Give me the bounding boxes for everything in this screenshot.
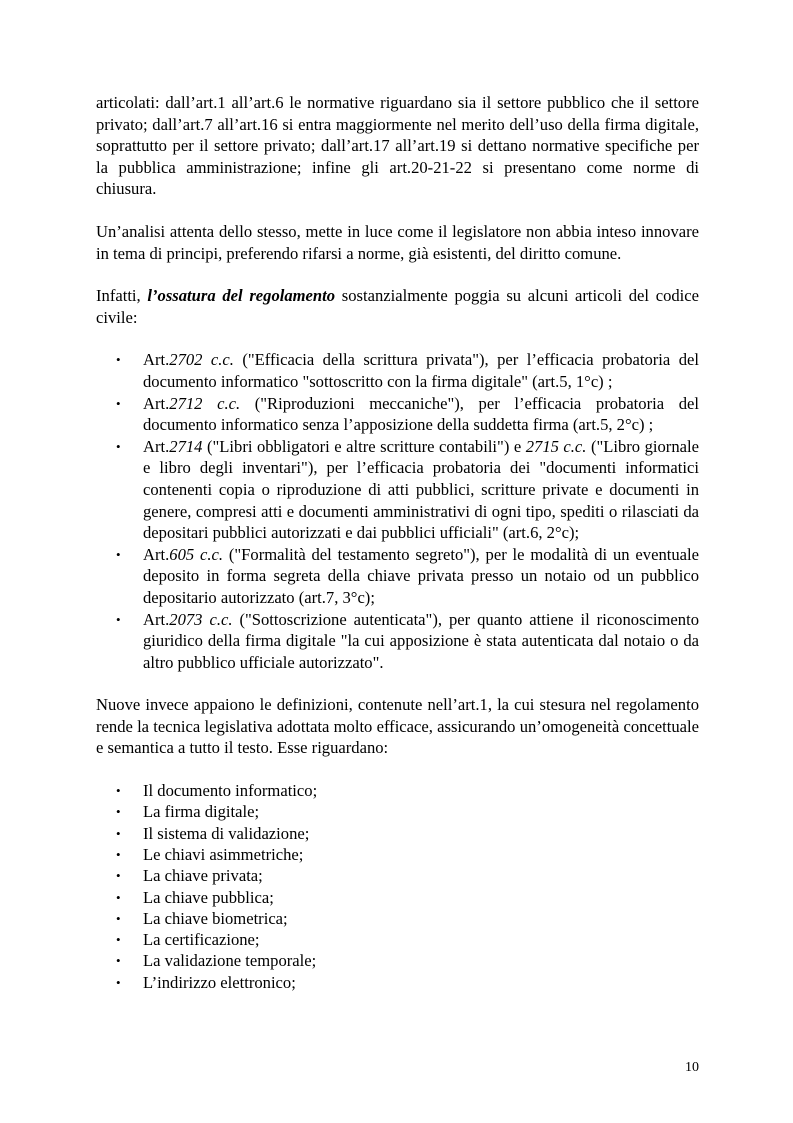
ref-code: 2702 c.c. [169,350,234,370]
ref-text: ("Sottoscrizione autenticata"), per quanto attiene il riconoscimento giuridico della firma digitale "la cui apposizione è stata autenticata dal notaio o da altro pubblico ufficiale autorizzato". [143,609,699,672]
ref-prefix: Art. [143,609,170,629]
list-item [96,436,699,544]
ref-text: ("Libro giornale e libro degli inventari"), per l’efficacia probatoria dei "documenti informatici contenenti copia o riproduzione di atti pubblici, scritture private e documenti in genere, compresi atti e documenti amministrativi di ogni tipo, spediti o rilasciati da depositari pubblici autorizzati e dai pubblici ufficiali" (art.6, 2°c); [143,436,699,543]
ossatura-emphasis: l’ossatura del regolamento [147,286,336,306]
list-item [96,349,699,392]
ref-code: 2714 [169,436,203,456]
list-item [96,544,699,609]
paragraph-ossatura [96,285,699,328]
ref-text: ("Formalità del testamento segreto"), per le modalità di un eventuale deposito in forma segreta della chiave privata presso un notaio od un pubblico depositario autorizzato (art.7, 3°c); [143,544,699,607]
ref-code: 2712 c.c. [169,393,241,413]
list-item: • La chiave privata; [96,865,699,886]
page-number: 10 [685,1060,699,1075]
list-item [96,393,699,436]
definitions-list [96,780,699,993]
list-item: • Il documento informatico; [96,780,699,801]
list-item: • La chiave pubblica; [96,887,699,908]
paragraph-articoli: articolati: dall’art.1 all’art.6 le normative riguardano sia il settore pubblico che il settore privato; dall’art.7 all’art.16 si entra maggiormente nel merito dell’uso della firma digitale, soprattutto per il settore privato; dall’art.17 all’art.19 si dettano normative specifiche per la pubblica amministrazione; infine gli art.20-21-22 si presentano come norme di chiusura. [96,93,699,199]
paragraph-analisi: Un’analisi attenta dello stesso, mette in luce come il legislatore non abbia inteso innovare in tema di principi, preferendo rifarsi a norme, già esistenti, del diritto comune. [96,222,699,263]
ref-code-2: 2715 c.c. [525,436,587,456]
list-item: • Le chiavi asimmetriche; [96,844,699,865]
document-page [96,92,699,993]
ref-text: ("Efficacia della scrittura privata"), per l’efficacia probatoria del documento informatico "sottoscritto con la firma digitale" (art.5, 1°c) ; [143,350,699,391]
ref-mid: ("Libri obbligatori e altre scritture contabili") e [202,436,526,456]
list-item: • Il sistema di validazione; [96,823,699,844]
list-item [96,609,699,674]
ossatura-pre: Infatti, [96,286,148,306]
ref-prefix: Art. [143,350,170,370]
ref-prefix: Art. [143,544,170,564]
ref-prefix: Art. [143,436,170,456]
ref-code: 2073 c.c. [169,609,233,629]
civil-code-list [96,349,699,673]
paragraph-definizioni: Nuove invece appaiono le definizioni, contenute nell’art.1, la cui stesura nel regolamento rende la tecnica legislativa adottata molto efficace, assicurando un’omogeneità concettuale e semantica a tutto il testo. Esse riguardano: [96,695,699,758]
list-item: • La chiave biometrica; [96,908,699,929]
list-item: • L’indirizzo elettronico; [96,972,699,993]
ossatura-post: sostanzialmente poggia su alcuni articoli del codice civile: [96,286,700,327]
ref-prefix: Art. [143,393,170,413]
list-item: • La validazione temporale; [96,950,699,971]
list-item: • La firma digitale; [96,801,699,822]
ref-code: 605 c.c. [169,544,224,564]
ref-text: ("Riproduzioni meccaniche"), per l’efficacia probatoria del documento informatico senza l’apposizione della suddetta firma (art.5, 2°c) ; [143,393,699,435]
list-item: • La certificazione; [96,929,699,950]
